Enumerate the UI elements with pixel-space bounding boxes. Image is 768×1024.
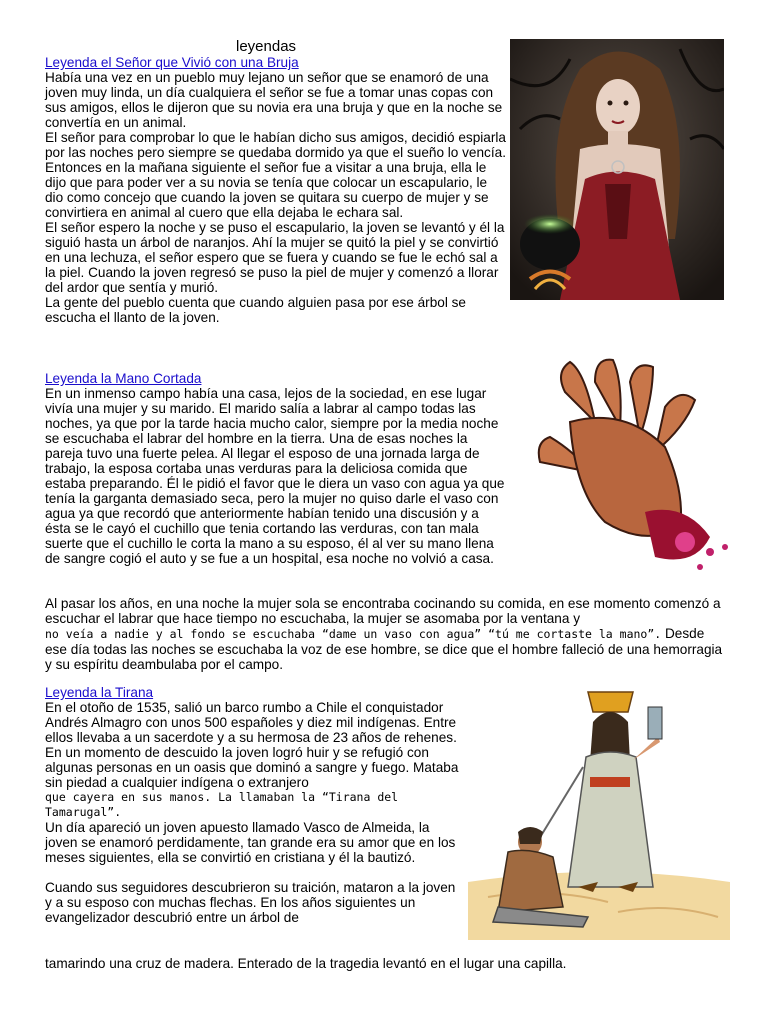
paragraph (45, 596, 725, 672)
paragraph: Había una vez en un pueblo muy lejano un señor que se enamoró de una joven muy linda, un día cualquiera el señor se fue a tomar unas copas con sus amigos, ellos le dijeron que su novia era una bruja y que en la noche se convertía en un animal. (45, 70, 503, 130)
witch-illustration (510, 39, 724, 300)
heading-link-mano-cortada[interactable]: Leyenda la Mano Cortada (45, 371, 202, 386)
paragraph-text: Desde ese día todas las noches se escuchaba la voz de ese hombre, se dice que el hombre falleció de una hemorragia y su espíritu deambulaba por el campo. (45, 626, 723, 672)
paragraph: Un día apareció un joven apuesto llamado Vasco de Almeida, la joven se enamoró perdidamente, tan grande era su amor que en los meses siguientes, ella se convirtió en cristiana y él la bautizó. (45, 820, 456, 865)
section-mano-cortada (45, 371, 505, 566)
paragraph: En un momento de descuido la joven logró huir y se refugió con algunas personas en un oasis que dominó a sangre y fuego. Mataba sin piedad a cualquier indígena o extranjero (45, 745, 459, 790)
paragraph: En el otoño de 1535, salió un barco rumbo a Chile el conquistador Andrés Almagro con unos 500 españoles y diez mil indígenas. Entre ellos llevaba a un sacerdote y a su hermosa de 23 años de rehenes. (45, 700, 457, 745)
section-la-tirana (45, 685, 465, 925)
heading-link-senor-bruja[interactable]: Leyenda el Señor que Vivió con una Bruja (45, 55, 299, 70)
paragraph: El señor espero la noche y se puso el escapulario, la joven se levantó y él la siguió hasta un árbol de naranjos. Ahí la mujer se quitó la piel y se convirtió en una lechuza, el señor espero que se fuera y cuando se fue le echó sal a la piel. Cuando la joven regresó se puso la piel de mujer y comenzó a llorar del ardor que sentía y murió. (45, 220, 505, 295)
paragraph: Cuando sus seguidores descubrieron su traición, mataron a la joven y a su esposo con muchas flechas. En los años siguientes un evangelizador descubrió entre un árbol de (45, 880, 456, 925)
paragraph: El señor para comprobar lo que le habían dicho sus amigos, decidió espiarla por las noches pero siempre se quedaba dormido ya que el sueño lo vencía. Entonces en la mañana siguiente el señor fue a visitar a una bruja, ella le dijo que para poder ver a su novia se tenía que colocar un escapulario, le dio como concejo que cuando la joven se quitara su cuerpo de mujer y se convirtiera en animal al cuero que ella dejaba le echara sal. (45, 130, 506, 220)
paragraph: En un inmenso campo había una casa, lejos de la sociedad, en ese lugar vivía una mujer y su marido. El marido salía a labrar al campo todas las noches, ya que por la tarde hacia mucho calor, siempre por la media noche se escuchaba el labrar del hombre en la tierra. Una de esas noches la pareja tuvo una fuerte pelea. Al llegar el esposo de una jornada larga de trabajo, la esposa cortaba unas verduras para la deliciosa comida que estaba preparando. Él le pidió el favor que le diera un vaso con agua ya que tenía la garganta demasiado seca, pero la mujer no quiso darle el vaso con agua ya que recordó que anteriormente habían tenido una discusión y a ésta se le cayó el cuchillo que tenia cortando las verduras, con tan mala suerte que el cuchillo le corta la mano a su esposo, él al ver su mano llena de sangre cogió el auto y se fue a un hospital, esa noche no volvió a casa. (45, 386, 505, 566)
paragraph: La gente del pueblo cuenta que cuando alguien pasa por ese árbol se escucha el llanto de la joven. (45, 295, 466, 325)
paragraph-mono: que cayera en sus manos. La llamaban la “Tirana del Tamarugal”. (45, 790, 399, 819)
section-la-tirana-last-line (45, 956, 685, 971)
severed-hand-illustration (535, 352, 740, 577)
section-senor-bruja (45, 55, 507, 325)
paragraph-text-mono: no veía a nadie y al fondo se escuchaba “dame un vaso con agua” “tú me cortaste la mano”. (45, 627, 662, 641)
tirana-illustration (468, 682, 730, 940)
heading-link-la-tirana[interactable]: Leyenda la Tirana (45, 685, 154, 700)
paragraph-text: Al pasar los años, en una noche la mujer sola se encontraba cocinando su comida, en ese momento comenzó a escuchar el labrar que hace tiempo no escuchaba, la mujer se asomaba por la ventana y (45, 596, 721, 626)
page-title: leyendas (236, 38, 297, 55)
paragraph: tamarindo una cruz de madera. Enterado de la tragedia levantó en el lugar una capilla. (45, 956, 567, 971)
section-mano-cortada-continuation (45, 596, 725, 672)
